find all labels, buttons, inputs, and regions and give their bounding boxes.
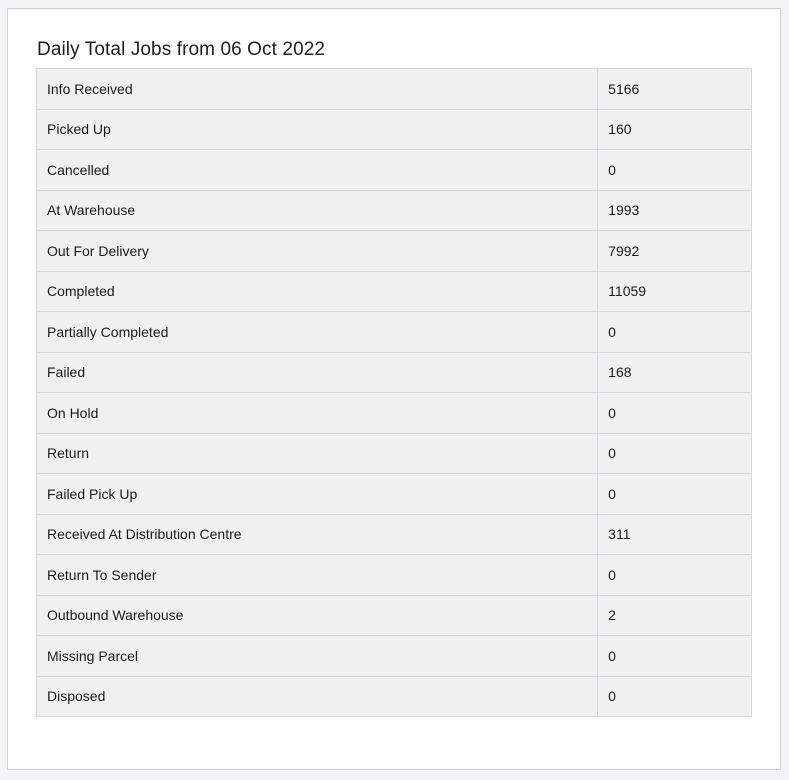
status-count: 311 — [598, 514, 752, 555]
status-label: Outbound Warehouse — [37, 595, 598, 636]
status-count: 160 — [598, 109, 752, 150]
table-row — [37, 190, 752, 231]
status-label: Failed — [37, 352, 598, 393]
table-row — [37, 595, 752, 636]
status-label: Cancelled — [37, 150, 598, 191]
table-row — [37, 271, 752, 312]
table-row — [37, 150, 752, 191]
table-row — [37, 433, 752, 474]
status-label: Disposed — [37, 676, 598, 717]
jobs-table — [36, 68, 752, 717]
daily-jobs-card — [7, 8, 781, 770]
status-label: Received At Distribution Centre — [37, 514, 598, 555]
table-row — [37, 514, 752, 555]
table-row — [37, 474, 752, 515]
status-count: 2 — [598, 595, 752, 636]
status-count: 0 — [598, 474, 752, 515]
status-count: 11059 — [598, 271, 752, 312]
status-count: 0 — [598, 555, 752, 596]
table-row — [37, 231, 752, 272]
table-row — [37, 636, 752, 677]
status-count: 0 — [598, 433, 752, 474]
status-count: 0 — [598, 636, 752, 677]
status-label: Picked Up — [37, 109, 598, 150]
status-label: Completed — [37, 271, 598, 312]
table-row — [37, 352, 752, 393]
status-label: Failed Pick Up — [37, 474, 598, 515]
status-label: Out For Delivery — [37, 231, 598, 272]
status-count: 0 — [598, 393, 752, 434]
status-label: Info Received — [37, 69, 598, 110]
status-label: Return — [37, 433, 598, 474]
status-count: 168 — [598, 352, 752, 393]
table-row — [37, 555, 752, 596]
status-label: At Warehouse — [37, 190, 598, 231]
table-row — [37, 312, 752, 353]
table-row — [37, 69, 752, 110]
status-count: 0 — [598, 312, 752, 353]
card-title: Daily Total Jobs from 06 Oct 2022 — [37, 39, 326, 60]
status-count: 5166 — [598, 69, 752, 110]
status-label: Partially Completed — [37, 312, 598, 353]
status-count: 0 — [598, 676, 752, 717]
table-row — [37, 393, 752, 434]
status-count: 0 — [598, 150, 752, 191]
status-label: On Hold — [37, 393, 598, 434]
table-row — [37, 676, 752, 717]
status-label: Missing Parcel — [37, 636, 598, 677]
status-count: 1993 — [598, 190, 752, 231]
status-count: 7992 — [598, 231, 752, 272]
table-row — [37, 109, 752, 150]
status-label: Return To Sender — [37, 555, 598, 596]
